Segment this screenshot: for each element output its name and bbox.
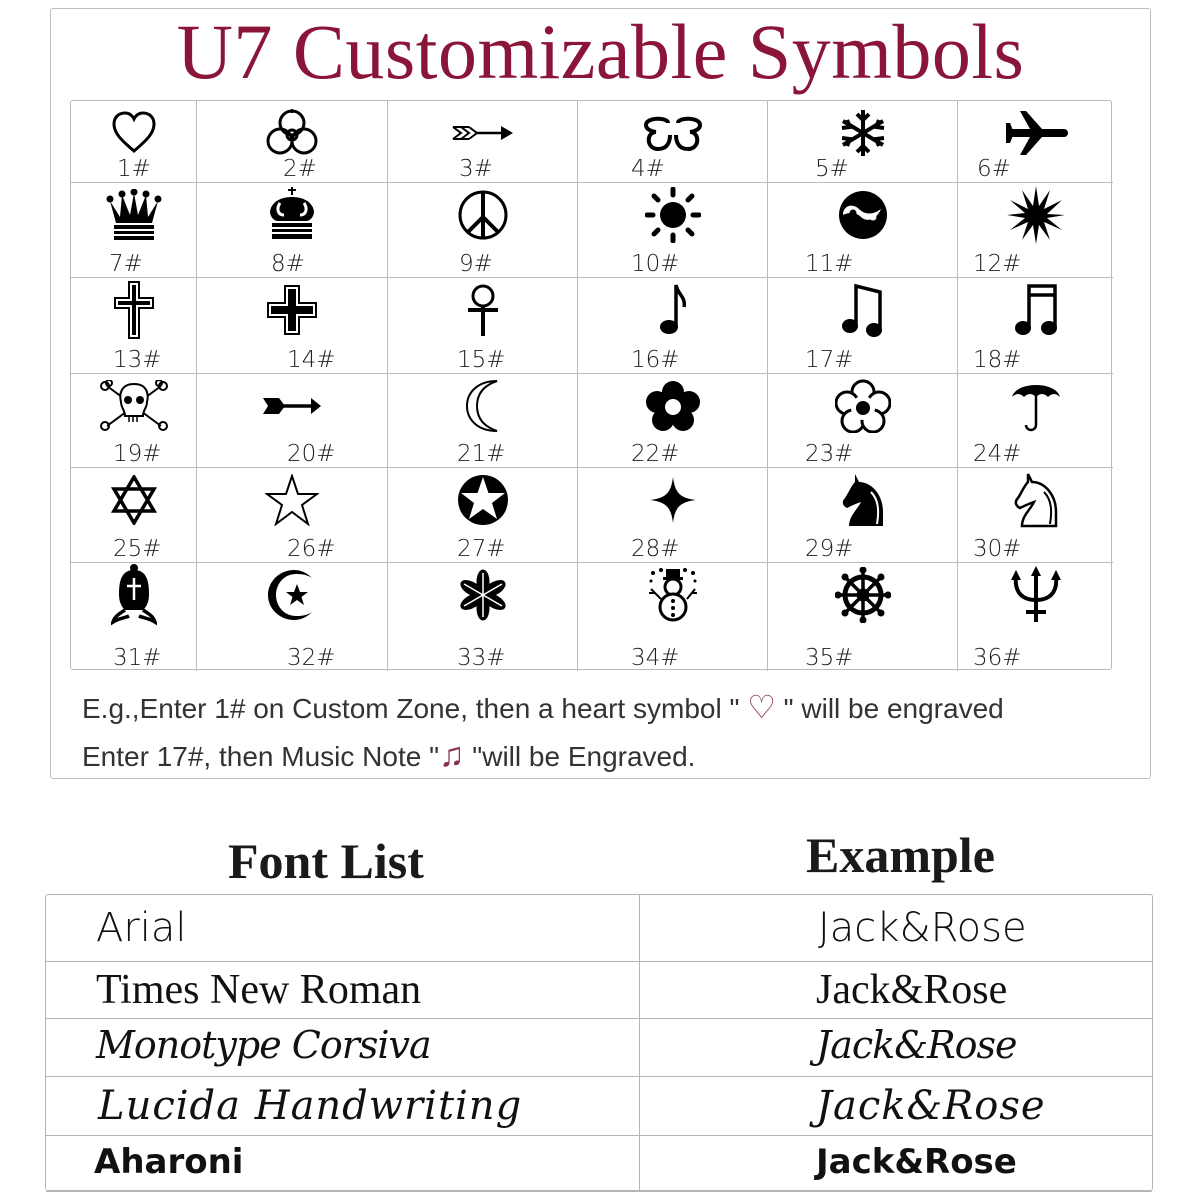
font-example: Jack&Rose [816,1142,1017,1182]
greek-cross-icon [197,282,387,338]
knight-black-icon [768,472,957,528]
symbol-cell [958,278,1113,374]
dharma-wheel-icon [768,567,957,623]
curly-b-icon [578,105,767,161]
symbol-cell [578,278,768,374]
symbol-cell [388,374,578,468]
symbol-code: 13# [113,347,162,373]
four-point-star-icon [578,472,767,528]
airplane-icon [958,105,1113,161]
queen-crown-icon [71,187,196,243]
symbol-code: 29# [805,536,854,562]
symbol-cell [388,101,578,183]
symbol-cell [578,563,768,671]
beamed-notes-icon: ♫ [439,736,465,774]
symbol-cell [578,374,768,468]
table-row [46,1077,1152,1136]
symbol-cell [388,183,578,278]
symbol-cell [71,563,197,671]
symbol-cell [768,101,958,183]
biohazard-icon [197,105,387,161]
symbol-cell [197,183,388,278]
star-in-circle-icon [388,472,577,528]
star-crescent-icon [197,567,387,623]
symbol-code: 21# [457,441,506,467]
symbol-cell [388,278,578,374]
heart-outline-icon: ♡ [747,689,776,725]
star-outline-icon [197,472,387,528]
symbol-cell [388,563,578,671]
font-name: Aharoni [94,1142,244,1182]
symbol-code: 8# [271,251,305,277]
symbol-cell [958,374,1113,468]
symbol-code: 28# [631,536,680,562]
symbol-cell [197,278,388,374]
symbol-cell [197,468,388,563]
font-name: Lucida Handwriting [98,1083,523,1129]
knight-white-icon [958,472,1113,528]
symbol-code: 1# [117,156,151,182]
arrow-bold-icon [197,378,387,434]
symbol-code: 11# [805,251,854,277]
symbol-cell [578,468,768,563]
symbol-code: 20# [287,441,336,467]
page-title: U7 Customizable Symbols [176,8,1025,95]
bell-cross-icon [71,567,196,623]
symbol-cell [197,101,388,183]
symbol-code: 26# [287,536,336,562]
heart-outline-icon [71,105,196,161]
crescent-moon-icon [388,378,577,434]
symbol-code: 4# [631,156,665,182]
symbol-code: 34# [631,645,680,671]
snowflake-icon [768,105,957,161]
symbol-code: 23# [805,441,854,467]
symbol-code: 9# [459,251,493,277]
font-example: Jack&Rose [816,1083,1046,1129]
symbol-cell [768,183,958,278]
symbol-cell [768,374,958,468]
symbol-cell [768,468,958,563]
floral-asterisk-icon [388,567,577,623]
symbol-cell [197,563,388,671]
star-of-david-icon [71,472,196,528]
trident-icon [958,567,1113,623]
king-crown-icon [197,187,387,243]
flower-filled-icon [578,378,767,434]
yin-yang-icon [768,187,957,243]
peace-icon [388,187,577,243]
font-list-heading: Font List [228,833,424,889]
example-note-2: Enter 17#, then Music Note "♫ "will be Engraved. [82,736,696,774]
symbol-code: 7# [109,251,143,277]
table-row [46,895,1152,962]
symbol-cell [71,468,197,563]
symbol-cell [388,468,578,563]
font-example: Jack&Rose [818,905,1027,951]
table-row [46,1019,1152,1077]
table-row [46,962,1152,1019]
symbol-code: 30# [973,536,1022,562]
symbol-code: 15# [457,347,506,373]
symbol-code: 17# [805,347,854,373]
symbol-cell [71,183,197,278]
font-table [45,894,1153,1191]
font-name: Arial [96,905,187,951]
latin-cross-icon [71,282,196,338]
skull-crossbones-icon [71,378,196,434]
font-example: Jack&Rose [816,967,1008,1013]
double-beamed-notes-icon [958,282,1113,338]
symbol-cell [71,101,197,183]
symbol-code: 18# [973,347,1022,373]
symbol-cell [578,183,768,278]
font-example: Jack&Rose [816,1023,1017,1067]
sun-icon [578,187,767,243]
symbol-cell [768,278,958,374]
example-note-1: E.g.,Enter 1# on Custom Zone, then a heart symbol " ♡ " will be engraved [82,689,1004,725]
symbol-code: 24# [973,441,1022,467]
symbol-code: 36# [973,645,1022,671]
umbrella-icon [958,378,1113,434]
snowman-icon [578,567,767,623]
symbol-cell [578,101,768,183]
symbol-cell [71,374,197,468]
ankh-icon [388,282,577,338]
symbol-code: 14# [287,347,336,373]
arrow-fletched-icon [388,105,577,161]
symbol-code: 33# [457,645,506,671]
symbol-cell [197,374,388,468]
symbol-code: 3# [459,156,493,182]
symbol-code: 12# [973,251,1022,277]
column-divider [639,895,640,1190]
symbol-code: 35# [805,645,854,671]
symbol-code: 2# [283,156,317,182]
flower-outline-icon [768,378,957,434]
symbol-code: 25# [113,536,162,562]
symbol-code: 27# [457,536,506,562]
font-name: Times New Roman [96,967,422,1013]
symbol-code: 19# [113,441,162,467]
symbol-cell [71,278,197,374]
beamed-notes-icon [768,282,957,338]
symbol-cell [958,563,1113,671]
symbol-code: 5# [815,156,849,182]
symbol-code: 32# [287,645,336,671]
font-name: Monotype Corsiva [96,1023,431,1067]
example-heading: Example [806,827,995,883]
symbol-cell [958,183,1113,278]
symbol-cell [958,468,1113,563]
eighth-note-icon [578,282,767,338]
symbol-code: 16# [631,347,680,373]
table-row [46,1136,1152,1192]
symbol-cell [958,101,1113,183]
starburst-icon [958,187,1113,243]
symbol-code: 31# [113,645,162,671]
symbol-code: 6# [977,156,1011,182]
symbols-grid [70,100,1112,670]
symbol-code: 10# [631,251,680,277]
symbol-cell [768,563,958,671]
symbol-code: 22# [631,441,680,467]
